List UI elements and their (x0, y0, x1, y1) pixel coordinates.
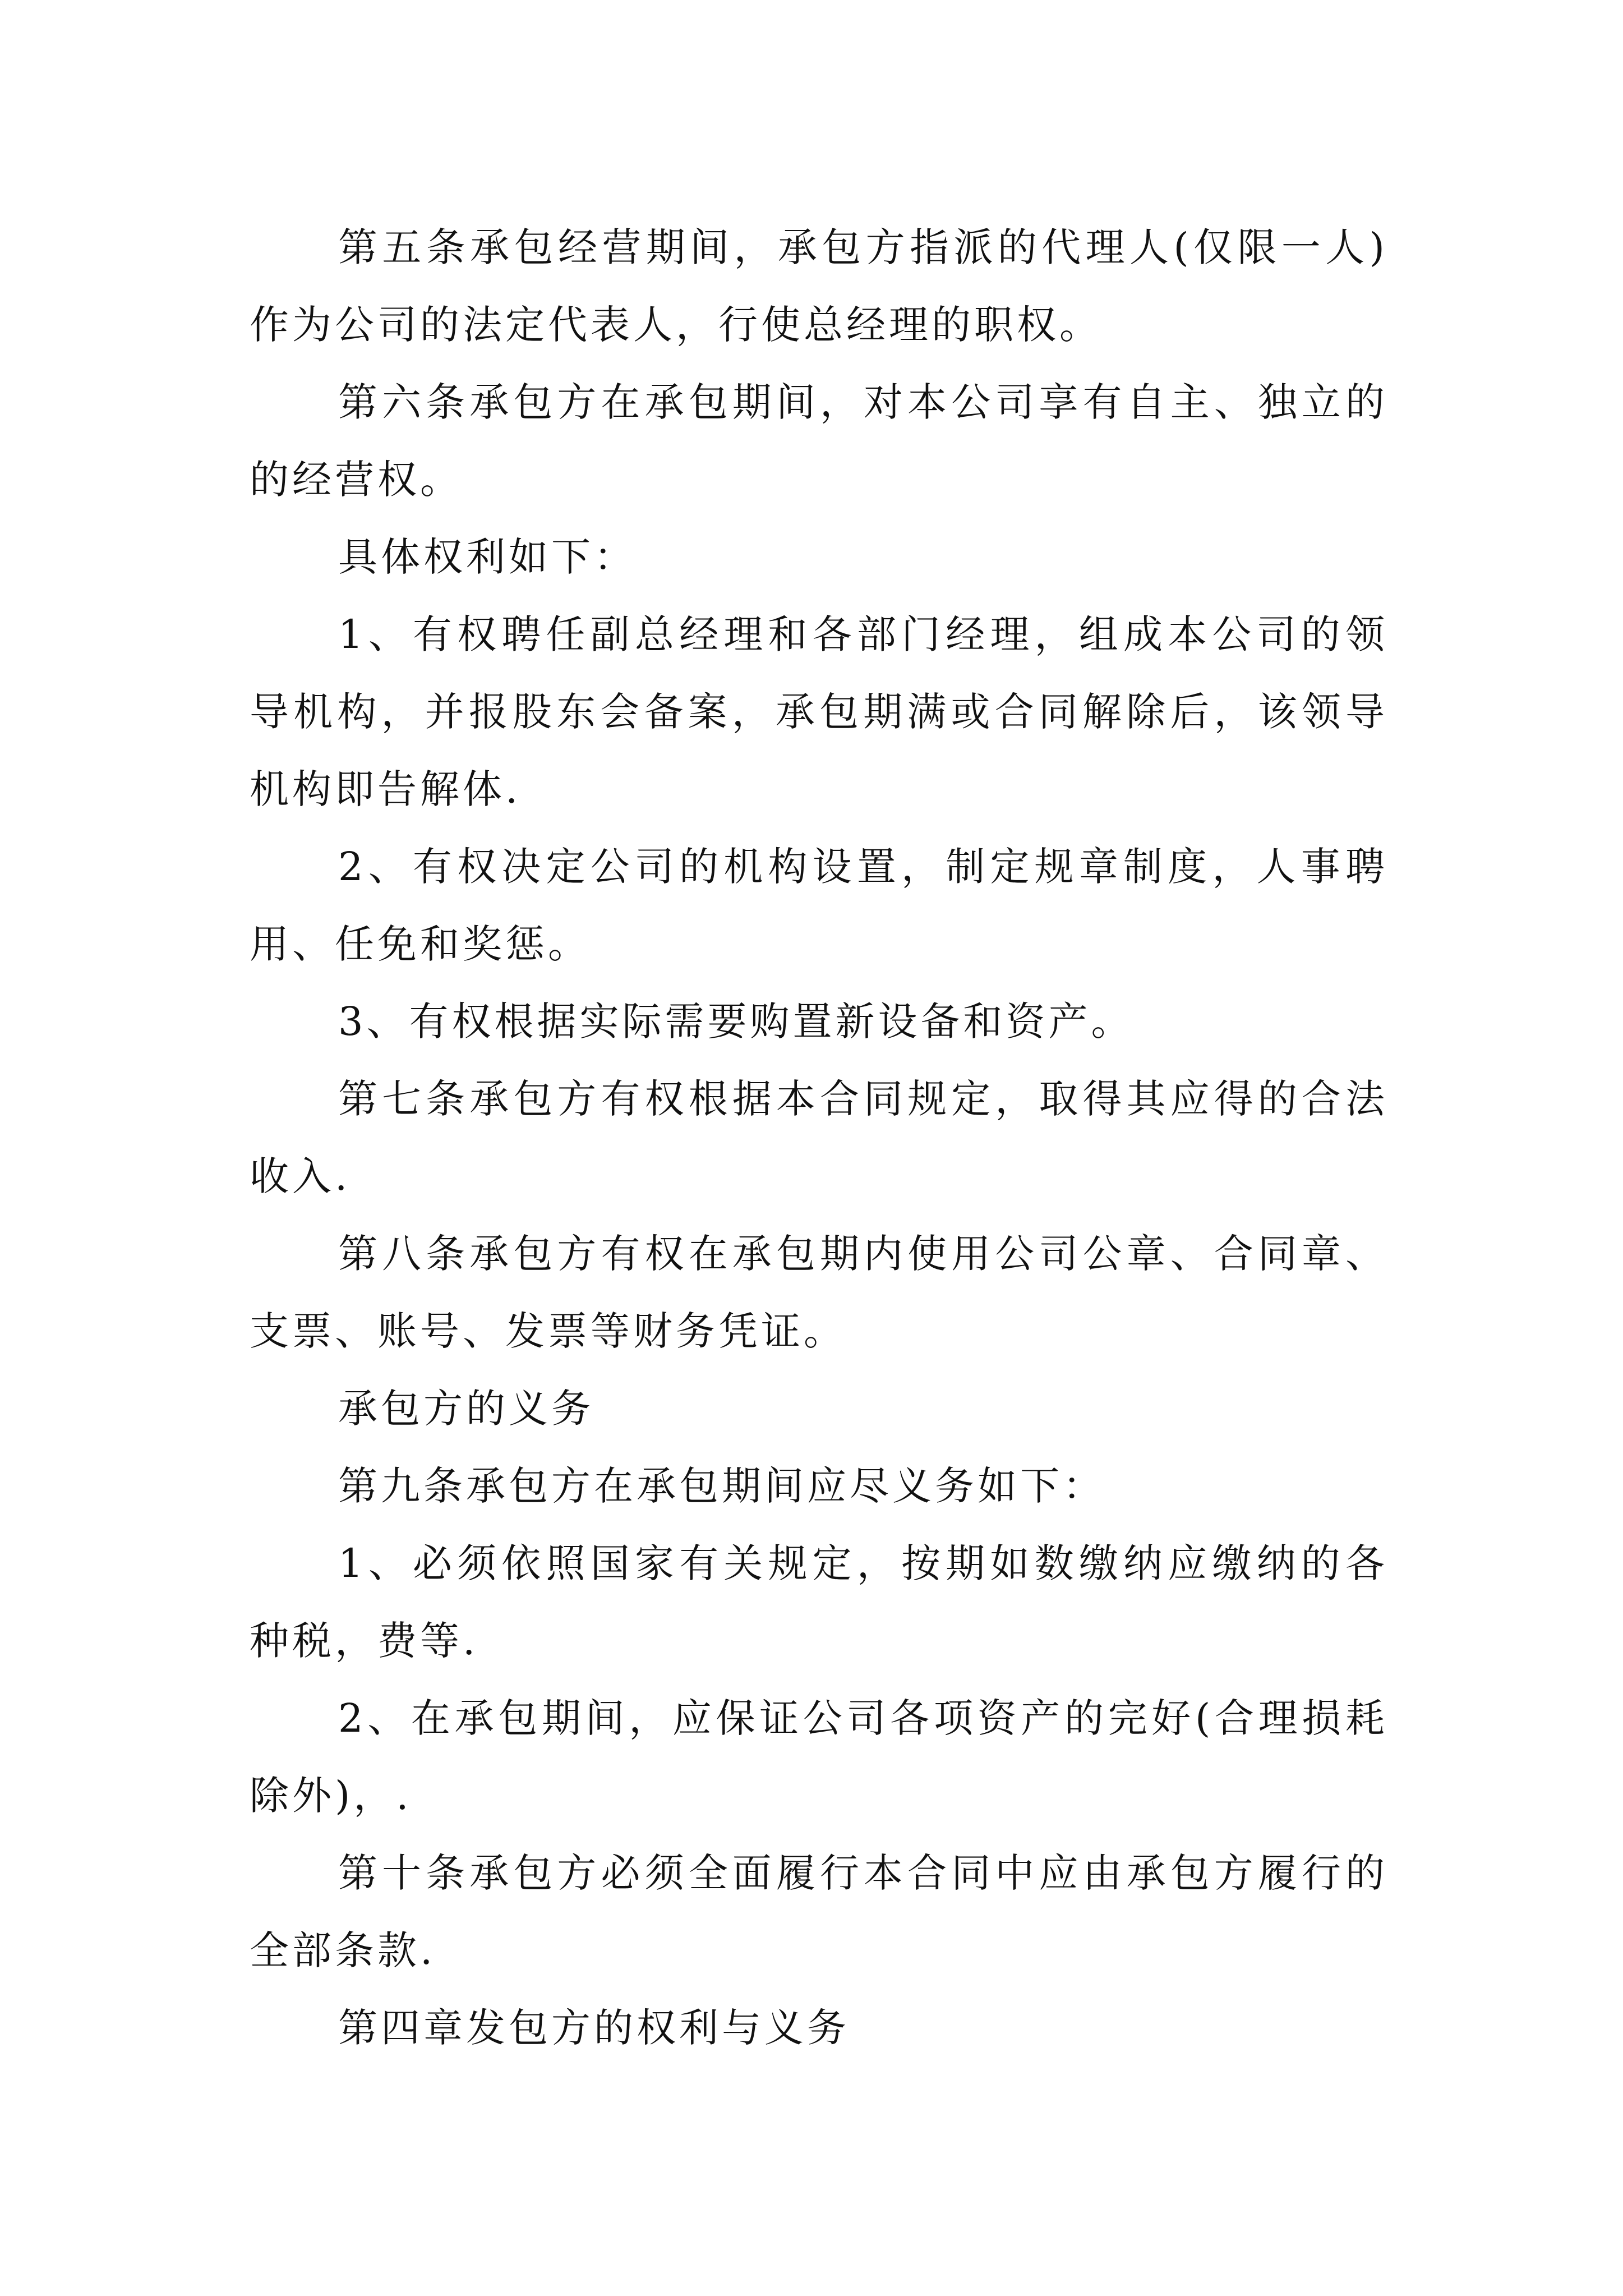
paragraph-article-5: 第五条承包经营期间，承包方指派的代理人(仅限一人)作为公司的法定代表人，行使总经理的职权。 (250, 224, 1388, 348)
paragraph-article-6: 第六条承包方在承包期间，对本公司享有自主、独立的的经营权。 (250, 379, 1388, 503)
paragraph-right-2: 2、有权决定公司的机构设置，制定规章制度，人事聘用、任免和奖惩。 (250, 844, 1388, 967)
paragraph-right-1: 1、有权聘任副总经理和各部门经理，组成本公司的领导机构，并报股东会备案，承包期满或合同解除后，该领导机构即告解体. (250, 611, 1388, 812)
chapter-heading-4: 第四章发包方的权利与义务 (338, 2005, 850, 2051)
paragraph-obligation-2: 2、在承包期间，应保证公司各项资产的完好(合理损耗除外)，. (250, 1695, 1388, 1819)
section-heading-obligations: 承包方的义务 (338, 1386, 594, 1432)
paragraph-article-7: 第七条承包方有权根据本合同规定，取得其应得的合法收入. (250, 1076, 1388, 1199)
paragraph-article-9: 第九条承包方在承包期间应尽义务如下： (338, 1463, 1105, 1509)
paragraph-article-8: 第八条承包方有权在承包期内使用公司公章、合同章、支票、账号、发票等财务凭证。 (250, 1231, 1388, 1354)
document-body (250, 209, 1388, 2067)
paragraph-right-3: 3、有权根据实际需要购置新设备和资产。 (338, 999, 1134, 1045)
paragraph-rights-intro: 具体权利如下： (338, 534, 637, 580)
paragraph-obligation-1: 1、必须依照国家有关规定，按期如数缴纳应缴纳的各种税，费等. (250, 1540, 1388, 1664)
paragraph-article-10: 第十条承包方必须全面履行本合同中应由承包方履行的全部条款. (250, 1850, 1388, 1973)
